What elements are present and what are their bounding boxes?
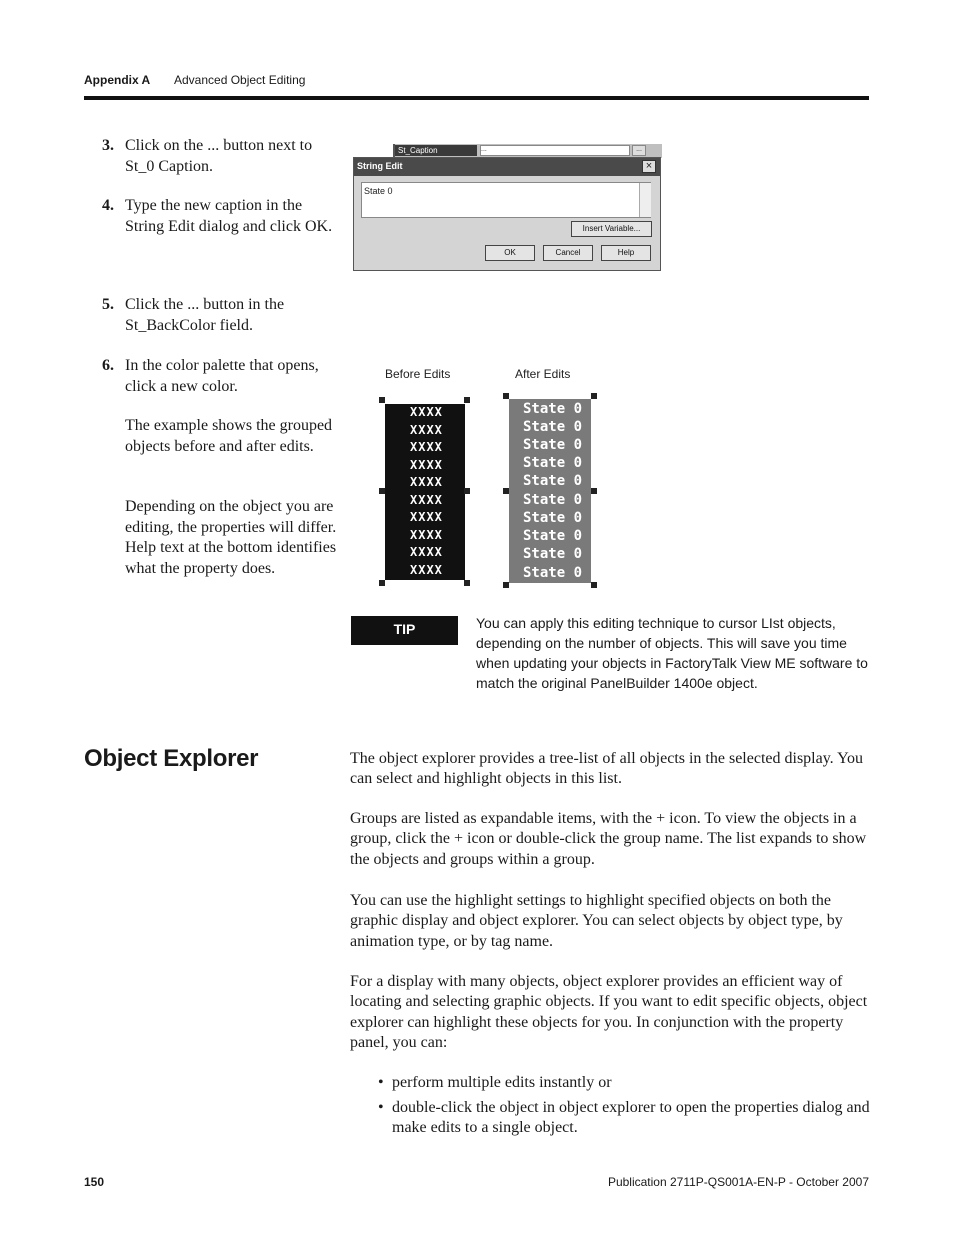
paragraph: For a display with many objects, object explorer provides an efficient way of locating and selecting graphic objects. If you want to edit specific objects, object explorer can highlight these objects for you. In conjunction with the property panel, you can: (350, 973, 868, 1051)
caption-text-value: State 0 (364, 186, 393, 196)
selection-handle[interactable] (503, 488, 509, 494)
step-note-text: The example shows the grouped objects before and after edits. (125, 417, 333, 455)
after-row: State 0 (523, 510, 583, 526)
step-number: 6. (102, 357, 114, 374)
selection-handle[interactable] (464, 397, 470, 403)
dialog-title: String Edit (357, 161, 403, 171)
after-row: State 0 (523, 437, 583, 453)
list-item-text: perform multiple edits instantly or (392, 1074, 612, 1091)
selection-handle[interactable] (464, 488, 470, 494)
selection-handle[interactable] (591, 393, 597, 399)
before-row: XXXX (410, 405, 443, 419)
before-row: XXXX (410, 528, 443, 542)
close-icon[interactable]: × (642, 160, 656, 173)
selection-handle[interactable] (379, 488, 385, 494)
caption-textarea[interactable] (361, 182, 651, 218)
step-text: Type the new caption in the String Edit dialog and click OK. (125, 197, 333, 235)
textarea-scrollbar[interactable] (639, 183, 651, 217)
before-row: XXXX (410, 475, 443, 489)
before-row: XXXX (410, 563, 443, 577)
selection-handle[interactable] (591, 582, 597, 588)
step-note-text: Depending on the object you are editing, the properties will differ. Help text at the bottom identifies what the property does. (125, 498, 337, 577)
after-row: State 0 (523, 401, 583, 417)
ok-button[interactable]: OK (485, 245, 535, 261)
paragraph: You can use the highlight settings to highlight specified objects on both the graphic display and object explorer. You can select objects by object type, by animation type, or by tag name. (350, 892, 843, 950)
step-number: 5. (102, 296, 114, 313)
tip-text: You can apply this editing technique to cursor LIst objects, depending on the number of objects. This will save you time when updating your objects in FactoryTalk View ME software to match the original PanelBuilder 1400e object. (476, 615, 868, 691)
step-text: Click the ... button in the St_BackColor field. (125, 296, 285, 334)
ellipsis-button[interactable]: ... (632, 145, 646, 156)
after-row: State 0 (523, 455, 583, 471)
help-button[interactable]: Help (601, 245, 651, 261)
after-row: State 0 (523, 492, 583, 508)
step-text: In the color palette that opens, click a new color. (125, 357, 319, 395)
after-row: State 0 (523, 473, 583, 489)
tip-label: TIP (393, 621, 416, 637)
step-number: 3. (102, 137, 114, 154)
paragraph: Groups are listed as expandable items, with the + icon. To view the objects in a group, click the + icon or double-click the group name. The list expands to show the objects and groups within a group. (350, 810, 867, 868)
before-edits-label: Before Edits (385, 367, 451, 381)
before-row: XXXX (410, 510, 443, 524)
selection-handle[interactable] (379, 580, 385, 586)
after-edits-label: After Edits (515, 367, 571, 381)
before-row: XXXX (410, 493, 443, 507)
after-row: State 0 (523, 419, 583, 435)
paragraph: The object explorer provides a tree-list of all objects in the selected display. You can select and highlight objects in this list. (350, 750, 864, 788)
property-name-st-caption: St_Caption (395, 145, 477, 156)
selection-handle[interactable] (503, 393, 509, 399)
header-section-title: Advanced Object Editing (174, 73, 306, 87)
header-rule (84, 96, 869, 100)
list-item-text: double-click the object in object explorer to open the properties dialog and make edits to a single object. (392, 1099, 870, 1137)
property-value-field[interactable]: ... (480, 145, 630, 156)
selection-handle[interactable] (464, 580, 470, 586)
after-row: State 0 (523, 546, 583, 562)
before-row: XXXX (410, 545, 443, 559)
page-number: 150 (84, 1175, 105, 1189)
before-row: XXXX (410, 440, 443, 454)
section-title: Object Explorer (84, 745, 259, 772)
header-appendix: Appendix A (84, 73, 151, 87)
step-text: Click on the ... button next to St_0 Caption. (125, 137, 313, 175)
after-row: State 0 (523, 528, 583, 544)
insert-variable-button[interactable]: Insert Variable... (571, 221, 652, 237)
bullet-icon: • (378, 1099, 384, 1116)
after-row: State 0 (523, 565, 583, 581)
before-row: XXXX (410, 458, 443, 472)
selection-handle[interactable] (503, 582, 509, 588)
bullet-icon: • (378, 1074, 384, 1091)
selection-handle[interactable] (591, 488, 597, 494)
cancel-button[interactable]: Cancel (543, 245, 593, 261)
step-number: 4. (102, 197, 114, 214)
before-row: XXXX (410, 423, 443, 437)
selection-handle[interactable] (379, 397, 385, 403)
publication-info: Publication 2711P-QS001A-EN-P - October 2007 (607, 1175, 869, 1189)
